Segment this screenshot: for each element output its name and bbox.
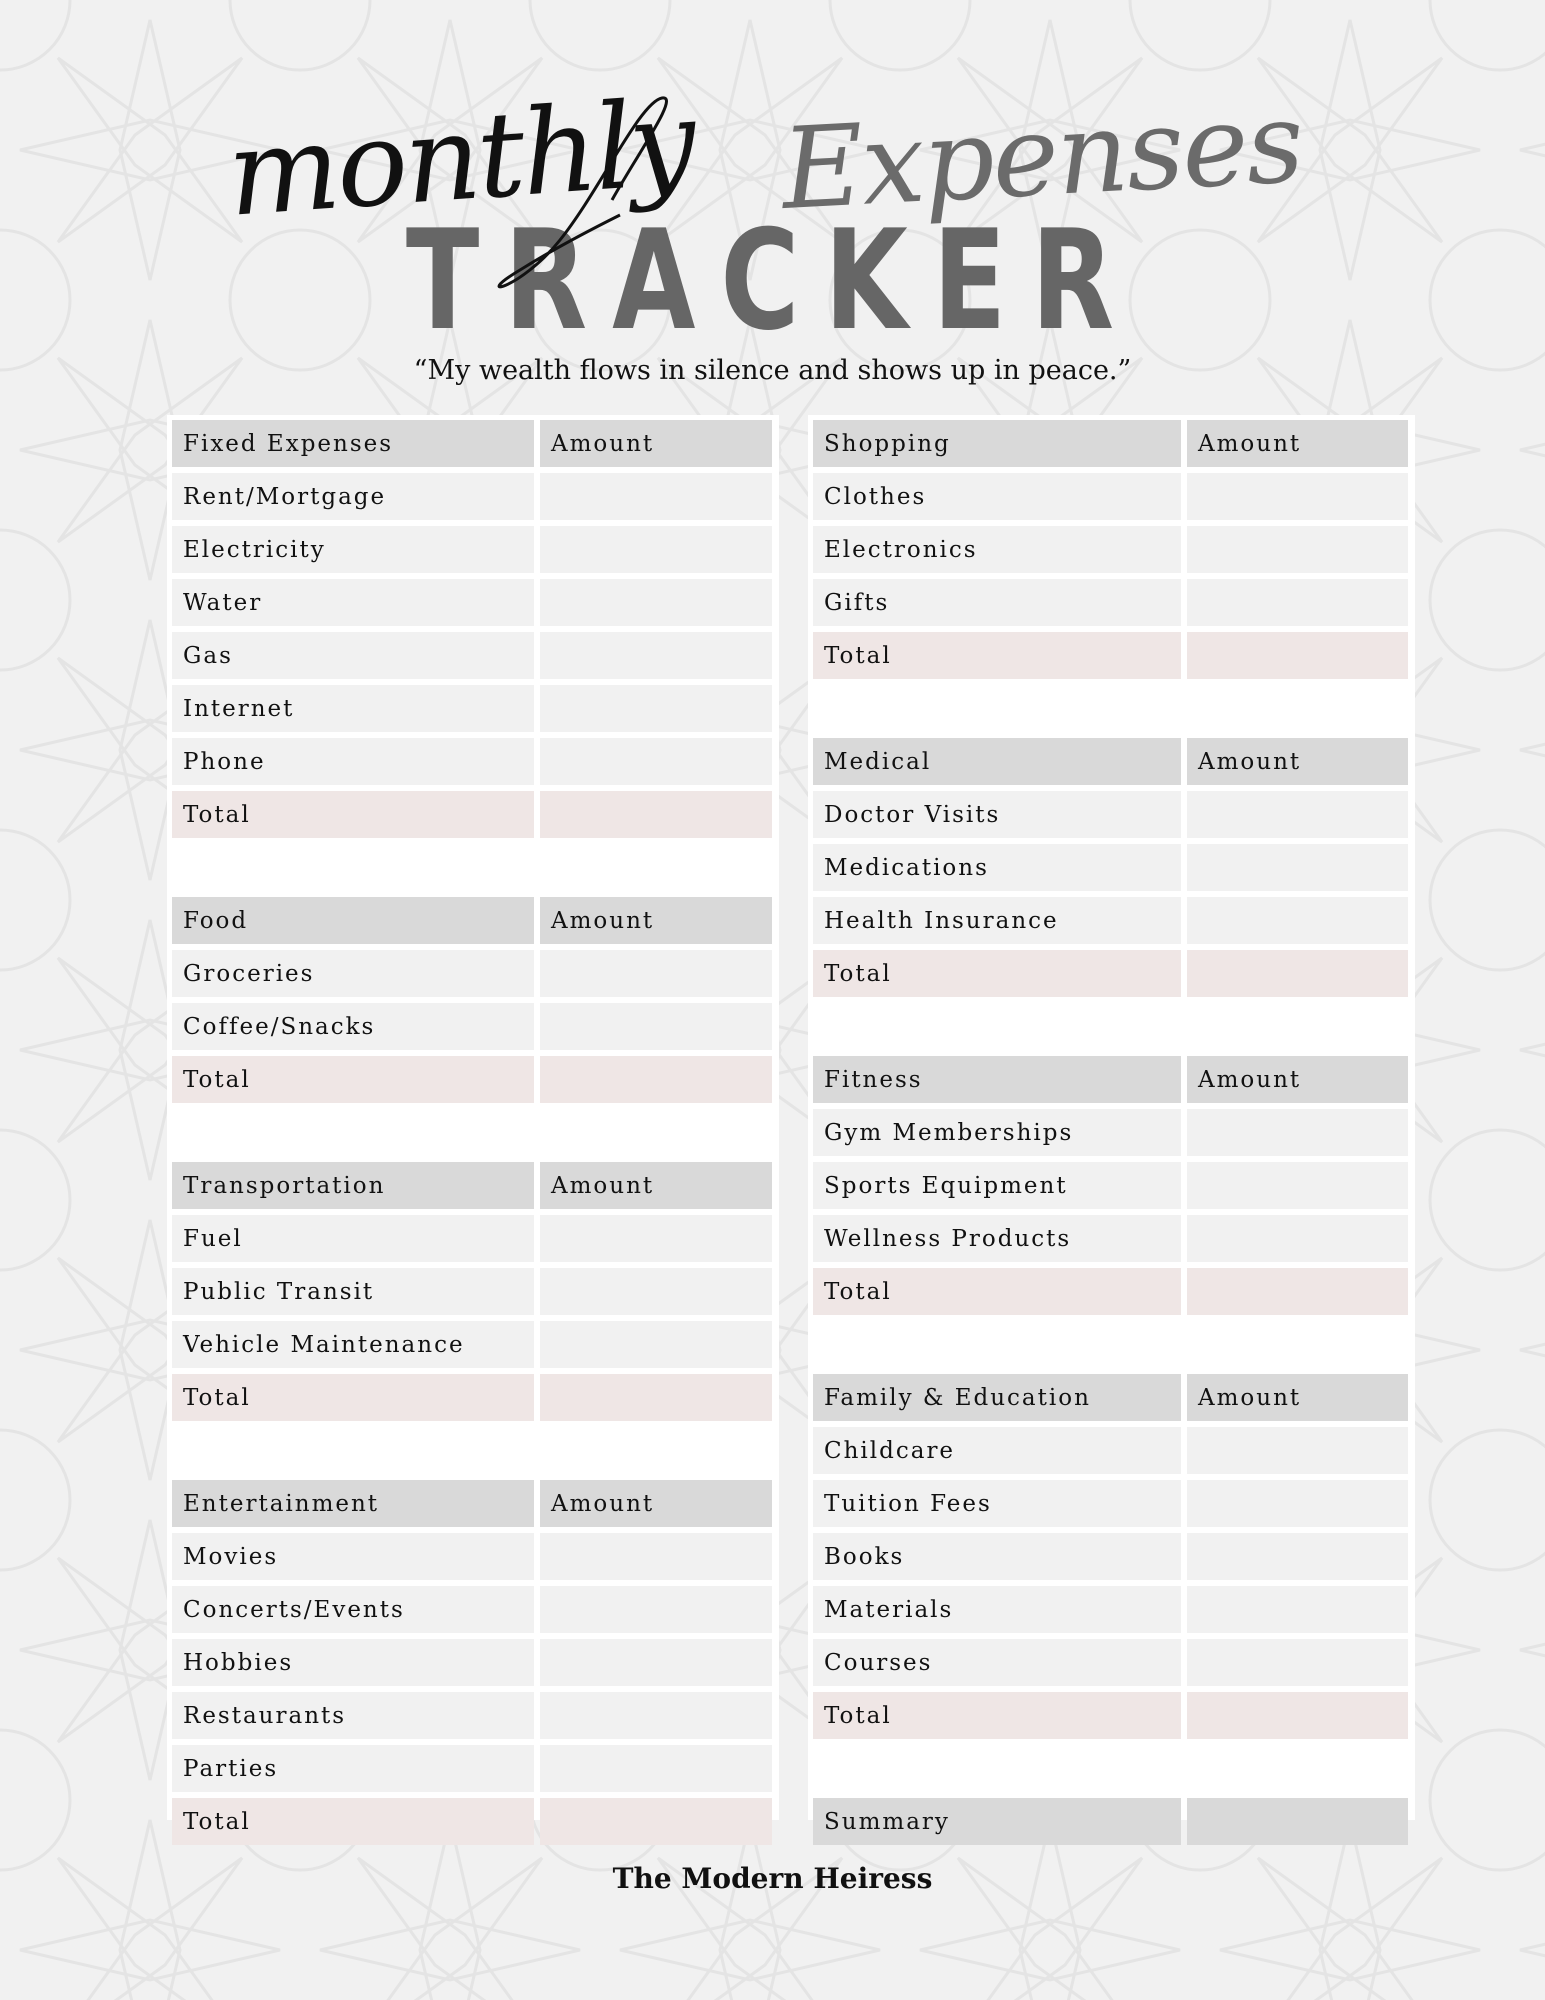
expense-label: Materials (813, 1586, 1181, 1633)
total-label: Total (172, 1056, 534, 1103)
section-header-row (172, 897, 774, 944)
amount-input[interactable] (1187, 526, 1408, 573)
amount-column-header: Amount (1187, 420, 1408, 467)
expense-row-groceries (172, 950, 774, 997)
expense-row-hobbies (172, 1639, 774, 1686)
amount-input[interactable] (1187, 844, 1408, 891)
total-label: Total (172, 791, 534, 838)
total-label: Total (813, 950, 1181, 997)
amount-input[interactable] (540, 1268, 772, 1315)
amount-column-header: Amount (1187, 1056, 1408, 1103)
title-expenses: Expenses (778, 77, 1305, 235)
expense-row-movies (172, 1533, 774, 1580)
expense-row-clothes (813, 473, 1410, 520)
total-amount-input[interactable] (540, 1056, 772, 1103)
expense-label: Childcare (813, 1427, 1181, 1474)
brand-footer: The Modern Heiress (612, 1862, 933, 1895)
amount-input[interactable] (1187, 1162, 1408, 1209)
total-label: Total (813, 1692, 1181, 1739)
expense-label: Electricity (172, 526, 534, 573)
expense-label: Vehicle Maintenance (172, 1321, 534, 1368)
section-header-row (813, 420, 1410, 467)
section-header: Fixed Expenses (172, 420, 534, 467)
amount-input[interactable] (540, 738, 772, 785)
expense-label: Rent/Mortgage (172, 473, 534, 520)
total-amount-input[interactable] (540, 791, 772, 838)
total-row (172, 791, 774, 838)
amount-input[interactable] (540, 1321, 772, 1368)
expense-row-public-transit (172, 1268, 774, 1315)
amount-input[interactable] (1187, 473, 1408, 520)
section-food (172, 897, 774, 1103)
amount-input[interactable] (540, 579, 772, 626)
expense-row-medications (813, 844, 1410, 891)
expense-label: Courses (813, 1639, 1181, 1686)
expense-label: Clothes (813, 473, 1181, 520)
expense-row-water (172, 579, 774, 626)
expense-label: Health Insurance (813, 897, 1181, 944)
amount-column-header: Amount (1187, 738, 1408, 785)
expense-label: Phone (172, 738, 534, 785)
expense-label: Medications (813, 844, 1181, 891)
expense-label: Coffee/Snacks (172, 1003, 534, 1050)
amount-input[interactable] (1187, 897, 1408, 944)
total-amount-input[interactable] (540, 1374, 772, 1421)
amount-input[interactable] (1187, 1480, 1408, 1527)
total-amount-input[interactable] (1187, 1268, 1408, 1315)
expense-row-materials (813, 1586, 1410, 1633)
expense-label: Gym Memberships (813, 1109, 1181, 1156)
section-entertainment (172, 1480, 774, 1845)
total-row (813, 1268, 1410, 1315)
title-tracker: TRACKER (405, 200, 1140, 361)
section-header-row (172, 420, 774, 467)
amount-input[interactable] (1187, 1109, 1408, 1156)
section-header-row (172, 1480, 774, 1527)
expense-label: Wellness Products (813, 1215, 1181, 1262)
section-spacer (813, 1745, 1410, 1792)
expense-label: Sports Equipment (813, 1162, 1181, 1209)
expense-label: Restaurants (172, 1692, 534, 1739)
amount-input[interactable] (540, 1639, 772, 1686)
expense-label: Internet (172, 685, 534, 732)
section-header-row (172, 1162, 774, 1209)
section-header: Transportation (172, 1162, 534, 1209)
amount-column-header: Amount (540, 1162, 772, 1209)
expense-row-rent-mortgage (172, 473, 774, 520)
expense-row-health-insurance (813, 897, 1410, 944)
amount-column-header: Amount (540, 897, 772, 944)
expense-row-fuel (172, 1215, 774, 1262)
amount-input[interactable] (540, 1745, 772, 1792)
amount-column-header: Amount (540, 420, 772, 467)
left-column (167, 415, 779, 1835)
expense-row-tuition-fees (813, 1480, 1410, 1527)
section-header: Food (172, 897, 534, 944)
amount-input[interactable] (1187, 1533, 1408, 1580)
expense-row-parties (172, 1745, 774, 1792)
total-row (172, 1374, 774, 1421)
amount-column-header: Amount (1187, 1374, 1408, 1421)
total-amount-input[interactable] (1187, 950, 1408, 997)
total-label: Total (172, 1798, 534, 1845)
summary-amount-input[interactable] (1187, 1798, 1408, 1845)
amount-input[interactable] (1187, 1639, 1408, 1686)
expense-row-books (813, 1533, 1410, 1580)
section-header-row (813, 738, 1410, 785)
expense-row-vehicle-maintenance (172, 1321, 774, 1368)
total-row (172, 1056, 774, 1103)
section-header: Fitness (813, 1056, 1181, 1103)
total-amount-input[interactable] (1187, 1692, 1408, 1739)
section-spacer (172, 844, 774, 891)
section-fitness (813, 1056, 1410, 1315)
section-spacer (813, 1003, 1410, 1050)
expense-row-electronics (813, 526, 1410, 573)
expense-row-childcare (813, 1427, 1410, 1474)
title-monthly: monthly (223, 72, 698, 243)
expense-row-internet (172, 685, 774, 732)
section-shopping (813, 420, 1410, 679)
amount-input[interactable] (540, 1003, 772, 1050)
total-row (813, 1692, 1410, 1739)
total-label: Total (172, 1374, 534, 1421)
expense-row-gas (172, 632, 774, 679)
amount-input[interactable] (540, 632, 772, 679)
expense-row-doctor-visits (813, 791, 1410, 838)
section-header: Medical (813, 738, 1181, 785)
expense-label: Doctor Visits (813, 791, 1181, 838)
summary-row (813, 1798, 1410, 1845)
expense-label: Public Transit (172, 1268, 534, 1315)
section-header-row (813, 1056, 1410, 1103)
expense-row-electricity (172, 526, 774, 573)
section-medical (813, 738, 1410, 997)
section-spacer (813, 1321, 1410, 1368)
amount-column-header: Amount (540, 1480, 772, 1527)
amount-input[interactable] (540, 526, 772, 573)
amount-input[interactable] (540, 685, 772, 732)
amount-input[interactable] (1187, 1215, 1408, 1262)
section-spacer (172, 1109, 774, 1156)
amount-input[interactable] (540, 473, 772, 520)
amount-input[interactable] (540, 1586, 772, 1633)
total-label: Total (813, 632, 1181, 679)
expense-label: Hobbies (172, 1639, 534, 1686)
section-header: Entertainment (172, 1480, 534, 1527)
expense-label: Fuel (172, 1215, 534, 1262)
amount-input[interactable] (1187, 579, 1408, 626)
section-family-education (813, 1374, 1410, 1739)
expense-label: Gas (172, 632, 534, 679)
expense-label: Gifts (813, 579, 1181, 626)
amount-input[interactable] (540, 1692, 772, 1739)
expense-row-restaurants (172, 1692, 774, 1739)
total-amount-input[interactable] (1187, 632, 1408, 679)
quote: “My wealth flows in silence and shows up in peace.” (413, 355, 1132, 386)
expense-label: Groceries (172, 950, 534, 997)
section-spacer (172, 1427, 774, 1474)
section-spacer (813, 685, 1410, 732)
expense-row-coffee-snacks (172, 1003, 774, 1050)
amount-input[interactable] (540, 1533, 772, 1580)
amount-input[interactable] (1187, 791, 1408, 838)
expense-row-sports-equipment (813, 1162, 1410, 1209)
expense-row-wellness-products (813, 1215, 1410, 1262)
section-header: Family & Education (813, 1374, 1181, 1421)
expense-row-gym-memberships (813, 1109, 1410, 1156)
amount-input[interactable] (1187, 1427, 1408, 1474)
summary-label: Summary (813, 1798, 1181, 1845)
total-amount-input[interactable] (540, 1798, 772, 1845)
section-header-row (813, 1374, 1410, 1421)
expense-label: Books (813, 1533, 1181, 1580)
expense-label: Movies (172, 1533, 534, 1580)
amount-input[interactable] (1187, 1586, 1408, 1633)
expense-row-courses (813, 1639, 1410, 1686)
expense-label: Concerts/Events (172, 1586, 534, 1633)
expense-label: Tuition Fees (813, 1480, 1181, 1527)
expense-row-phone (172, 738, 774, 785)
right-column (808, 415, 1415, 1835)
section-fixed-expenses (172, 420, 774, 838)
total-row (813, 950, 1410, 997)
amount-input[interactable] (540, 950, 772, 997)
total-row (172, 1798, 774, 1845)
expense-row-concerts-events (172, 1586, 774, 1633)
amount-input[interactable] (540, 1215, 772, 1262)
section-header: Shopping (813, 420, 1181, 467)
total-label: Total (813, 1268, 1181, 1315)
expense-row-gifts (813, 579, 1410, 626)
expense-label: Electronics (813, 526, 1181, 573)
section-transportation (172, 1162, 774, 1421)
total-row (813, 632, 1410, 679)
expense-label: Water (172, 579, 534, 626)
expense-label: Parties (172, 1745, 534, 1792)
